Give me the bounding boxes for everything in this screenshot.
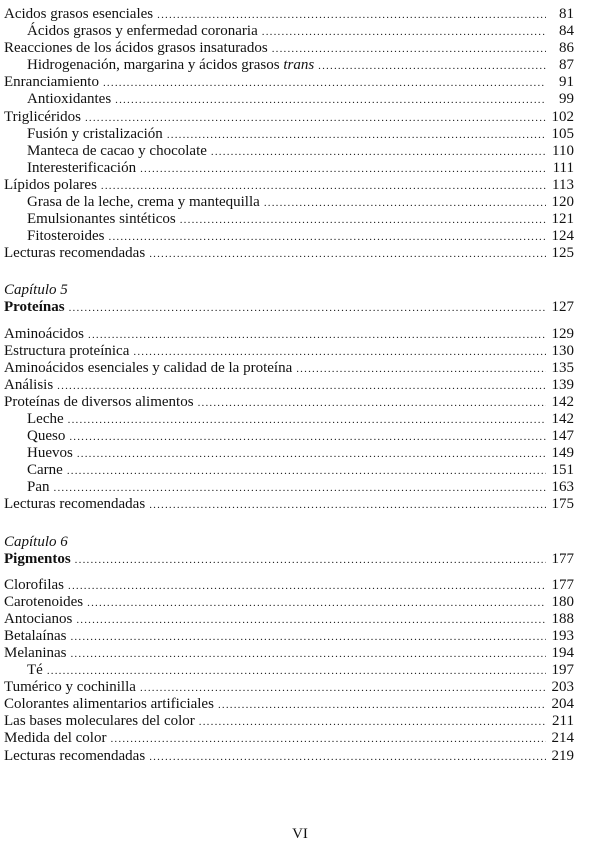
- toc-entry-las-bases-moleculares-del-color: [4, 713, 574, 730]
- dot-leader: [47, 663, 546, 680]
- toc-page-number: 121: [551, 211, 574, 228]
- dot-leader: [75, 552, 546, 569]
- toc-page-number: 135: [551, 359, 574, 376]
- toc-entry-title-text: Té: [27, 662, 43, 679]
- toc-entry-enranciamiento: [4, 74, 574, 91]
- toc-entry-title-text: Hidrogenación, margarina y ácidos grasos: [27, 57, 280, 74]
- dot-leader: [69, 300, 546, 317]
- dot-leader: [180, 212, 546, 229]
- section-spacer: [4, 568, 574, 577]
- toc-page-number: 214: [551, 730, 574, 747]
- dot-leader: [157, 7, 546, 24]
- dot-leader: [272, 41, 546, 58]
- toc-entry-clorofilas: [4, 577, 574, 594]
- toc-entry-title-text: Lípidos polares: [4, 176, 97, 193]
- toc-entry-title-text: Las bases moleculares del color: [4, 713, 195, 730]
- toc-entry-antocianos: [4, 611, 574, 628]
- dot-leader: [149, 749, 546, 766]
- toc-entry-title: [4, 143, 207, 160]
- toc-entry-trigliceridos: [4, 109, 574, 126]
- dot-leader: [68, 412, 546, 429]
- chapter-label: Capítulo 5: [4, 282, 68, 299]
- dot-leader: [70, 629, 546, 646]
- toc-entry-title-text: Medida del color: [4, 730, 107, 747]
- table-of-contents: [4, 6, 574, 765]
- section-spacer: [4, 262, 574, 281]
- dot-leader: [218, 697, 546, 714]
- toc-page-number: 110: [552, 142, 574, 159]
- dot-leader: [149, 497, 546, 514]
- toc-entry-title: [4, 74, 99, 91]
- toc-page-number: 127: [551, 299, 574, 316]
- dot-leader: [167, 127, 546, 144]
- toc-entry-title: [4, 730, 106, 747]
- toc-entry-title-text: Carotenoides: [4, 593, 84, 610]
- toc-page-number: 87: [559, 57, 574, 74]
- toc-page-number: 163: [551, 479, 574, 496]
- toc-page-number: 177: [551, 576, 574, 593]
- dot-leader: [87, 595, 546, 612]
- toc-entry-title: [4, 577, 64, 594]
- toc-entry-title: [4, 360, 292, 377]
- dot-leader: [67, 463, 546, 480]
- toc-entry-leche: [4, 411, 574, 428]
- dot-leader: [69, 429, 546, 446]
- toc-page-number: 177: [551, 550, 574, 567]
- toc-page-number: 193: [551, 627, 574, 644]
- toc-entry-title-text: Clorofilas: [4, 576, 64, 593]
- dot-leader: [296, 361, 546, 378]
- toc-entry-title-text: Pan: [27, 479, 50, 496]
- page-folio: VI: [292, 826, 308, 842]
- toc-page-number: 125: [551, 245, 574, 262]
- toc-entry-lipidos-polares: [4, 177, 574, 194]
- toc-entry-tumerico-y-cochinilla: [4, 679, 574, 696]
- toc-page-number: 204: [551, 696, 574, 713]
- toc-entry-title: [4, 645, 66, 662]
- dot-leader: [149, 246, 546, 263]
- toc-entry-title-text: Triglicéridos: [4, 108, 81, 125]
- toc-entry-title-text: Ácidos grasos y enfermedad coronaria: [27, 23, 258, 40]
- toc-entry-huevos: [4, 445, 574, 462]
- toc-entry-antioxidantes: [4, 91, 574, 108]
- toc-page-number: 99: [559, 91, 574, 108]
- dot-leader: [140, 161, 546, 178]
- dot-leader: [115, 92, 546, 109]
- toc-entry-title-text: Reacciones de los ácidos grasos insaturados: [4, 40, 268, 57]
- toc-entry-title-text: Acidos grasos esenciales: [4, 6, 154, 22]
- dot-leader: [318, 58, 546, 75]
- dot-leader: [211, 144, 546, 161]
- toc-entry-title-text: Grasa de la leche, crema y mantequilla: [27, 194, 260, 211]
- dot-leader: [57, 378, 546, 395]
- toc-page-number: 203: [551, 679, 574, 696]
- toc-entry-pan: [4, 479, 574, 496]
- toc-entry-title: [4, 211, 176, 228]
- toc-entry-title-text: Emulsionantes sintéticos: [27, 211, 176, 228]
- toc-page-number: 102: [551, 108, 574, 125]
- toc-entry-title-text: Fitosteroides: [27, 228, 105, 245]
- toc-page-number: 142: [551, 393, 574, 410]
- dot-leader: [262, 24, 546, 41]
- dot-leader: [101, 178, 546, 195]
- toc-page-number: 81: [559, 6, 574, 22]
- chapter-title-proteinas: [4, 299, 574, 316]
- toc-entry-title: [4, 679, 136, 696]
- toc-entry-title-text: Enranciamiento: [4, 74, 99, 91]
- toc-entry-title-text: Manteca de cacao y chocolate: [27, 142, 207, 159]
- dot-leader: [88, 327, 546, 344]
- toc-entry-melaninas: [4, 645, 574, 662]
- toc-page-number: 113: [552, 176, 574, 193]
- toc-entry-title-text: Fusión y cristalización: [27, 125, 163, 142]
- toc-entry-title-text: Melaninas: [4, 645, 67, 661]
- toc-entry-title-text: Pigmentos: [4, 550, 71, 567]
- toc-entry-title: [4, 594, 83, 611]
- toc-entry-aminoacidos: [4, 326, 574, 343]
- dot-leader: [103, 75, 546, 92]
- toc-entry-title: [4, 551, 71, 568]
- toc-entry-title: [4, 428, 65, 445]
- toc-entry-title-text: Lecturas recomendadas: [4, 245, 146, 262]
- toc-entry-title: [4, 177, 97, 194]
- toc-entry-title: [4, 713, 195, 730]
- toc-entry-title-text: Betalaínas: [4, 627, 67, 644]
- toc-entry-title: [4, 160, 136, 177]
- toc-entry-title: [4, 6, 153, 23]
- dot-leader: [109, 229, 547, 246]
- toc-entry-title: [4, 748, 145, 765]
- dot-leader: [110, 731, 546, 748]
- toc-entry-title-text: Proteínas de diversos alimentos: [4, 393, 194, 410]
- toc-entry-title-text: Tumérico y cochinilla: [4, 679, 136, 696]
- toc-page-number: 130: [551, 342, 574, 359]
- dot-leader: [199, 714, 546, 731]
- toc-entry-acidos-grasos-esenciales: [4, 6, 574, 23]
- toc-entry-title: [4, 40, 268, 57]
- toc-page-number: 139: [551, 376, 574, 393]
- toc-entry-title: [4, 126, 163, 143]
- toc-page-number: 124: [551, 228, 574, 245]
- toc-entry-title: [4, 445, 73, 462]
- toc-entry-title-text: Carne: [27, 462, 63, 479]
- toc-page-number: 86: [559, 40, 574, 57]
- toc-entry-title: [4, 628, 66, 645]
- toc-page-number: 151: [551, 462, 574, 479]
- toc-entry-betalainas: [4, 628, 574, 645]
- toc-entry-title-text: Leche: [27, 410, 64, 427]
- dot-leader: [264, 195, 546, 212]
- toc-page-number: 197: [551, 662, 574, 679]
- dot-leader: [76, 612, 546, 629]
- toc-entry-medida-del-color: [4, 730, 574, 747]
- toc-entry-title-text: Aminoácidos esenciales y calidad de la proteína: [4, 359, 293, 376]
- toc-page-number: 142: [551, 410, 574, 427]
- toc-entry-title: [4, 377, 53, 394]
- toc-entry-title-text: Lecturas recomendadas: [4, 747, 146, 764]
- toc-entry-title-text: Estructura proteínica: [4, 342, 130, 359]
- toc-entry-title: [4, 611, 72, 628]
- toc-entry-title: [4, 57, 314, 74]
- toc-page-number: 120: [551, 194, 574, 211]
- toc-entry-title-text: Huevos: [27, 445, 73, 462]
- dot-leader: [54, 480, 547, 497]
- toc-entry-title: [4, 394, 194, 411]
- toc-entry-acidos-grasos-y-enfermedad-coronaria: [4, 23, 574, 40]
- toc-entry-estructura-proteinica: [4, 343, 574, 360]
- toc-entry-title-text: Proteínas: [4, 299, 65, 316]
- toc-page-number: 129: [551, 325, 574, 342]
- dot-leader: [133, 344, 546, 361]
- toc-entry-carotenoides: [4, 594, 574, 611]
- toc-entry-fitosteroides: [4, 228, 574, 245]
- toc-entry-queso: [4, 428, 574, 445]
- toc-entry-title-text: Antocianos: [4, 610, 73, 627]
- toc-page-number: 149: [551, 445, 574, 462]
- dot-leader: [198, 395, 546, 412]
- toc-entry-grasa-de-la-leche-crema-y-mantequilla: [4, 194, 574, 211]
- section-spacer: [4, 514, 574, 533]
- toc-entry-analisis: [4, 377, 574, 394]
- toc-entry-title-text: Análisis: [4, 376, 54, 393]
- toc-page-number: 180: [551, 593, 574, 610]
- toc-page-number: 175: [551, 496, 574, 513]
- toc-entry-title: [4, 228, 105, 245]
- toc-page-number: 111: [552, 159, 574, 176]
- dot-leader: [77, 446, 546, 463]
- toc-entry-title: [4, 326, 84, 343]
- toc-page-number: 194: [551, 645, 574, 661]
- toc-entry-lecturas-recomendadas: [4, 748, 574, 765]
- toc-entry-title: [4, 245, 145, 262]
- toc-entry-title: [4, 662, 43, 679]
- toc-page-number: 147: [551, 428, 574, 445]
- toc-entry-title: [4, 299, 65, 316]
- toc-entry-hidrogenacion-margarina-y-acidos-grasos: [4, 57, 574, 74]
- toc-entry-interesterificacion: [4, 160, 574, 177]
- toc-entry-title-text: Aminoácidos: [4, 325, 84, 342]
- chapter-label: Capítulo 6: [4, 533, 68, 550]
- toc-entry-title-text: Antioxidantes: [27, 91, 112, 108]
- dot-leader: [70, 646, 546, 663]
- dot-leader: [68, 578, 546, 595]
- toc-entry-colorantes-alimentarios-artificiales: [4, 696, 574, 713]
- toc-entry-te: [4, 662, 574, 679]
- toc-entry-title-text: Lecturas recomendadas: [4, 496, 146, 513]
- toc-entry-reacciones-de-los-acidos-grasos-insaturados: [4, 40, 574, 57]
- toc-page-number: 91: [559, 74, 574, 91]
- toc-entry-title: [4, 696, 214, 713]
- toc-page-number: 84: [559, 23, 574, 40]
- dot-leader: [85, 110, 546, 127]
- chapter-title-pigmentos: [4, 551, 574, 568]
- toc-entry-title-text: Queso: [27, 428, 66, 445]
- toc-entry-title-italic: trans: [283, 57, 315, 74]
- toc-entry-title: [4, 411, 64, 428]
- toc-entry-title: [4, 194, 260, 211]
- toc-entry-lecturas-recomendadas: [4, 245, 574, 262]
- dot-leader: [140, 680, 546, 697]
- toc-entry-title: [4, 496, 145, 513]
- toc-entry-aminoacidos-esenciales-y-calidad-de-la-proteina: [4, 360, 574, 377]
- toc-entry-title-text: Colorantes alimentarios artificiales: [4, 696, 214, 713]
- toc-entry-title: [4, 23, 258, 40]
- toc-page-number: 105: [551, 125, 574, 142]
- toc-page-number: 211: [552, 713, 574, 730]
- toc-entry-proteinas-de-diversos-alimentos: [4, 394, 574, 411]
- toc-entry-carne: [4, 462, 574, 479]
- section-spacer: [4, 317, 574, 326]
- toc-entry-manteca-de-cacao-y-chocolate: [4, 143, 574, 160]
- toc-entry-title: [4, 479, 50, 496]
- toc-entry-emulsionantes-sinteticos: [4, 211, 574, 228]
- toc-entry-title: [4, 343, 129, 360]
- toc-entry-title: [4, 462, 63, 479]
- toc-entry-title: [4, 91, 111, 108]
- toc-page-number: 188: [551, 610, 574, 627]
- toc-entry-lecturas-recomendadas: [4, 496, 574, 513]
- toc-entry-title-text: Interesterificación: [27, 159, 137, 176]
- toc-entry-title: [4, 109, 81, 126]
- toc-entry-fusion-y-cristalizacion: [4, 126, 574, 143]
- toc-page-number: 219: [551, 747, 574, 764]
